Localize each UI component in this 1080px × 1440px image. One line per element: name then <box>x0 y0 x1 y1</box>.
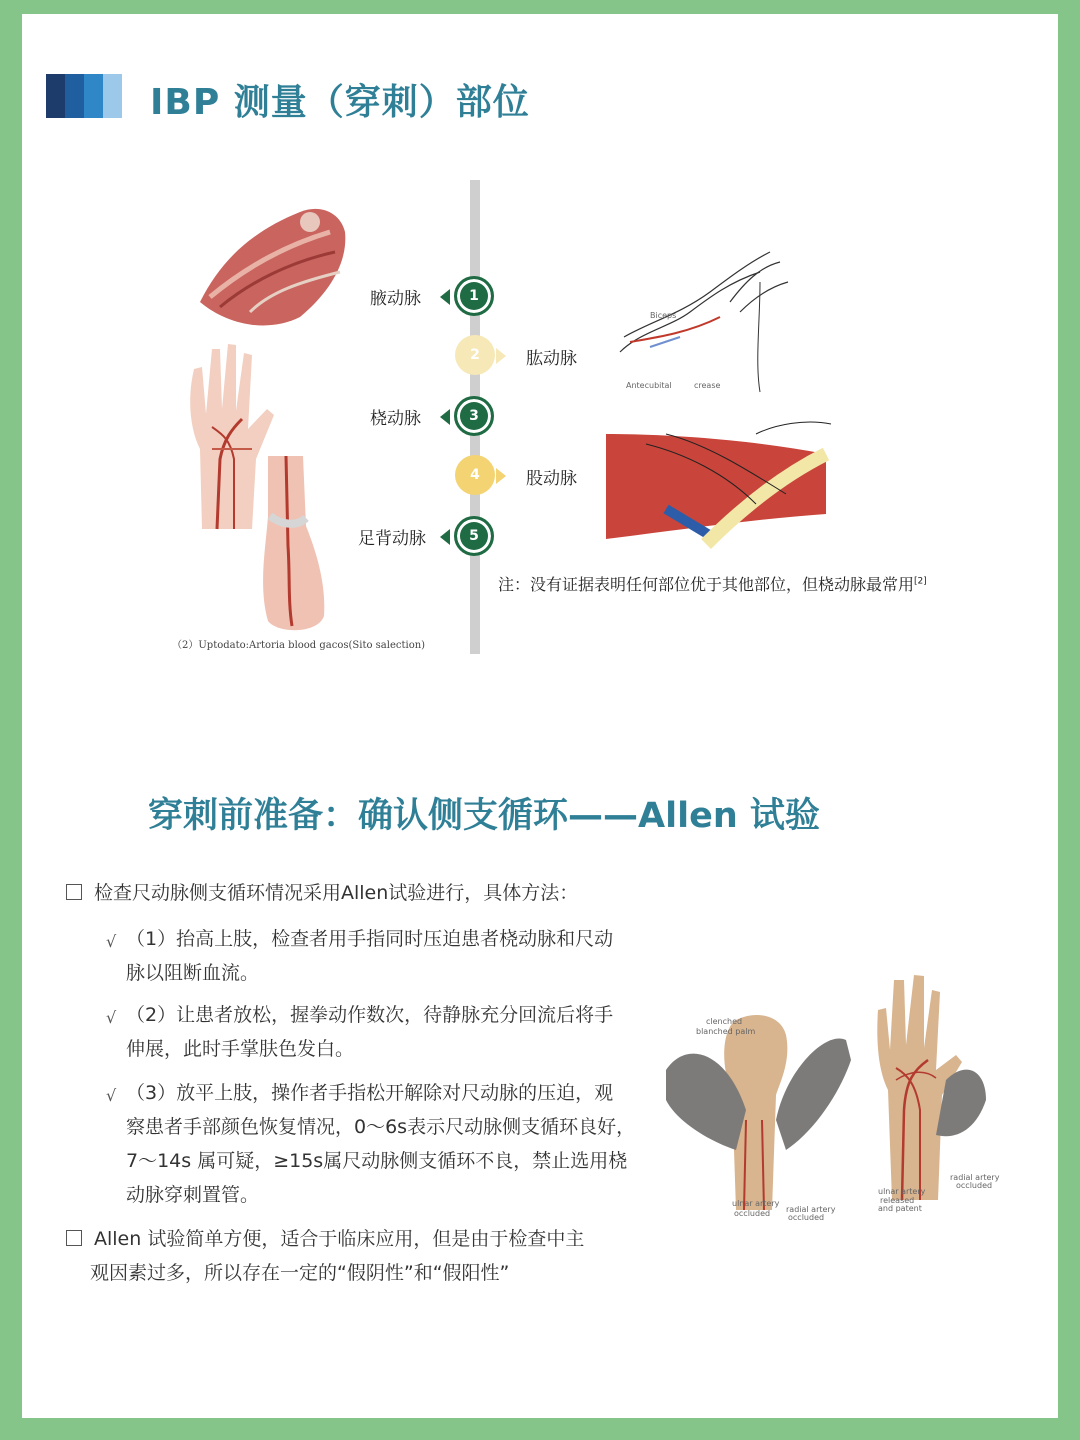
checkbox-icon <box>66 884 82 900</box>
site-node-1: 1 <box>454 276 494 316</box>
site-node-2: 2 <box>455 335 495 375</box>
step-2-line2: 伸展，此时手掌肤色发白。 <box>126 1038 355 1060</box>
site-node-4: 4 <box>455 455 495 495</box>
label-blanched-palm: blanched palm <box>696 1027 756 1036</box>
label-radial-occluded-b: radial artery <box>950 1173 1000 1182</box>
step-3-line3: 7～14s 属可疑，≥15s属尺动脉侧支循环不良，禁止选用桡 <box>126 1150 628 1172</box>
site-pointer-4 <box>496 468 506 484</box>
allen-test-illustration <box>666 960 1000 1222</box>
site-pointer-5 <box>440 529 450 545</box>
label-ulnar-released-2: released <box>880 1196 915 1205</box>
page <box>22 14 1058 1418</box>
step-1-line1: （1）抬高上肢，检查者用手指同时压迫患者桡动脉和尺动 <box>126 928 614 950</box>
label-radial-occluded-2: occluded <box>788 1213 825 1222</box>
title-decoration <box>46 74 122 118</box>
title-block-3 <box>84 74 103 118</box>
site-label-axillary: 腋动脉 <box>370 289 421 309</box>
label-radial-occluded-b2: occluded <box>956 1181 993 1190</box>
label-ulnar-released-3: and patent <box>878 1204 922 1213</box>
site-label-dorsalis-pedis: 足背动脉 <box>358 529 426 549</box>
label-radial-occluded: radial artery <box>786 1205 836 1214</box>
brachial-label-crease: crease <box>694 381 721 390</box>
label-clenched: clenched <box>706 1017 743 1026</box>
step-3-line2: 察患者手部颜色恢复情况，0～6s表示尺动脉侧支循环良好， <box>126 1116 636 1138</box>
site-note-ref: [2] <box>914 576 927 587</box>
citation: （2）Uptodato:Artoria blood gacos(Sito salection) <box>172 640 426 651</box>
site-note <box>498 572 927 595</box>
step-3 <box>126 1076 635 1212</box>
step-3-line4: 动脉穿刺置管。 <box>126 1184 260 1206</box>
label-ulnar-occluded: ulnar artery <box>732 1199 780 1208</box>
check-icon: √ <box>106 1086 117 1105</box>
site-note-text: 注：没有证据表明任何部位优于其他部位，但桡动脉最常用 <box>498 575 915 594</box>
step-3-line1: （3）放平上肢，操作者手指松开解除对尺动脉的压迫，观 <box>126 1082 614 1104</box>
site-label-radial: 桡动脉 <box>370 409 421 429</box>
site-pointer-2 <box>496 348 506 364</box>
conclusion-line2: 观因素过多，所以存在一定的“假阴性”和“假阳性” <box>90 1262 510 1284</box>
title-block-2 <box>65 74 84 118</box>
axillary-illustration <box>190 192 350 332</box>
dorsalis-pedis-illustration <box>248 456 338 636</box>
brachial-illustration <box>610 242 790 392</box>
site-node-3: 3 <box>454 396 494 436</box>
intro-line <box>66 876 578 910</box>
brachial-label-biceps: Biceps <box>650 311 677 320</box>
site-pointer-1 <box>440 289 450 305</box>
label-ulnar-occluded-2: occluded <box>734 1209 771 1218</box>
conclusion-line1: Allen 试验简单方便，适合于临床应用，但是由于检查中主 <box>94 1228 585 1250</box>
brachial-label-antecubital: Antecubital <box>626 381 672 390</box>
checkbox-icon <box>66 1230 82 1246</box>
label-ulnar-released: ulnar artery <box>878 1187 926 1196</box>
page-title: IBP 测量（穿刺）部位 <box>150 82 530 123</box>
step-2-line1: （2）让患者放松，握拳动作数次，待静脉充分回流后将手 <box>126 1004 614 1026</box>
femoral-illustration <box>606 414 836 559</box>
site-label-brachial: 肱动脉 <box>526 349 577 369</box>
site-node-5: 5 <box>454 516 494 556</box>
conclusion <box>66 1222 584 1290</box>
site-label-femoral: 股动脉 <box>526 469 577 489</box>
check-icon: √ <box>106 932 117 951</box>
check-icon: √ <box>106 1008 117 1027</box>
intro-text: 检查尺动脉侧支循环情况采用Allen试验进行，具体方法： <box>94 882 579 904</box>
step-1-line2: 脉以阻断血流。 <box>126 962 260 984</box>
section-subtitle: 穿刺前准备：确认侧支循环——Allen 试验 <box>148 796 820 836</box>
step-1 <box>126 922 613 990</box>
step-2 <box>126 998 613 1066</box>
title-block-4 <box>103 74 122 118</box>
allen-hand-clenched <box>666 1015 851 1222</box>
allen-hand-open <box>877 975 999 1213</box>
site-pointer-3 <box>440 409 450 425</box>
title-block-1 <box>46 74 65 118</box>
